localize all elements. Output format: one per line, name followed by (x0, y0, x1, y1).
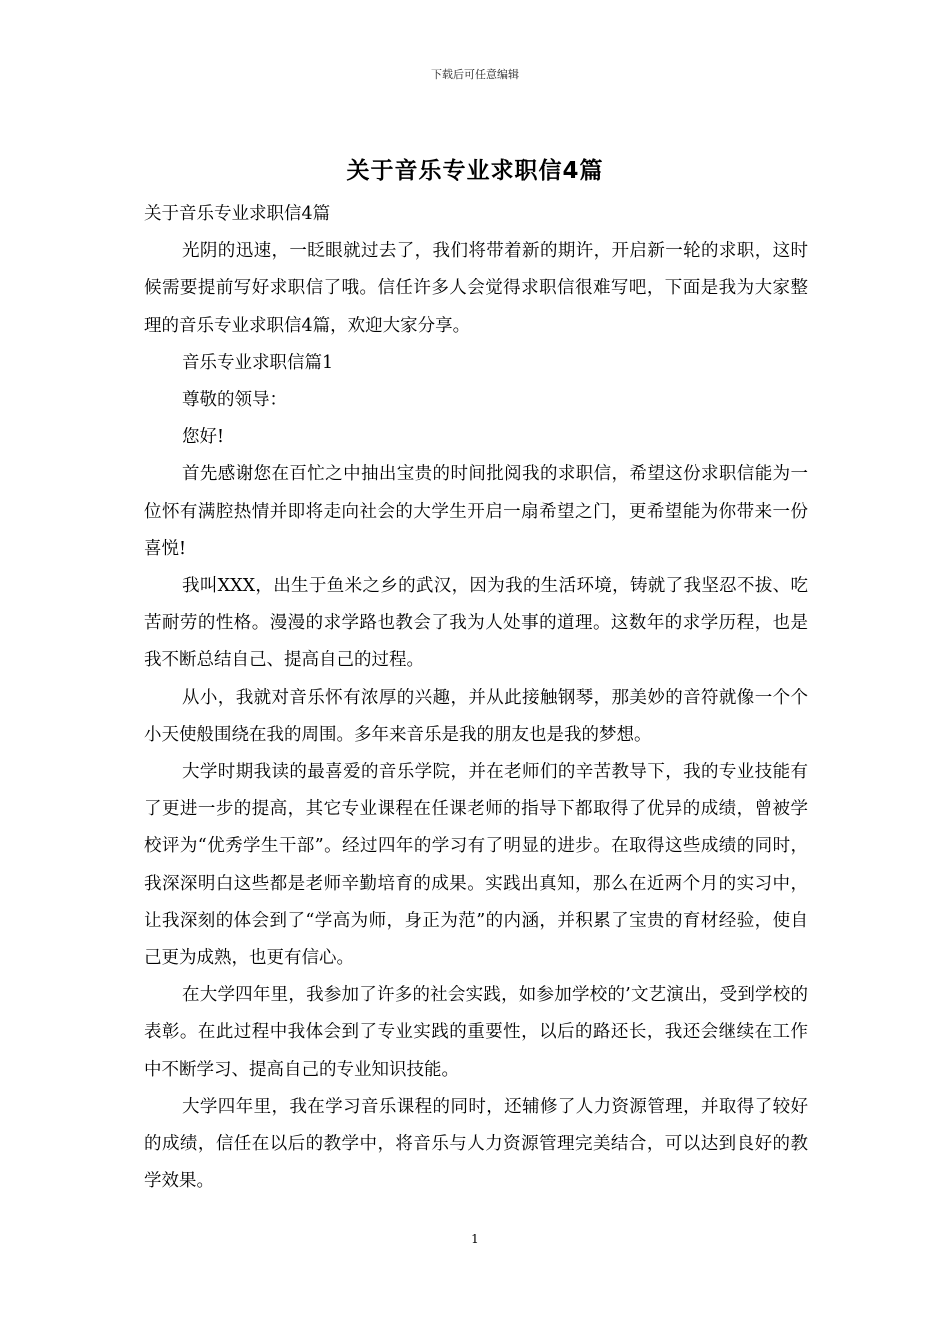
paragraph: 在大学四年里，我参加了许多的社会实践，如参加学校的’文艺演出，受到学校的表彰。在此过程中我体会到了专业实践的重要性，以后的路还长，我还会继续在工作中不断学习、提高自己的专业知识技能。 (144, 985, 808, 1080)
document-title: 关于音乐专业求职信4篇 (346, 158, 604, 184)
paragraph-intro: 光阴的迅速，一眨眼就过去了，我们将带着新的期许，开启新一轮的求职，这时候需要提前写好求职信了哦。信任许多人会觉得求职信很难写吧，下面是我为大家整理的音乐专业求职信4篇，欢迎大家分享。 (144, 241, 808, 336)
greeting: 您好! (182, 427, 225, 448)
section-heading: 音乐专业求职信篇1 (182, 352, 334, 373)
document-body (144, 196, 808, 1200)
page-number: 1 (471, 1232, 479, 1246)
page-header-note: 下载后可任意编辑 (431, 68, 519, 81)
paragraph: 从小，我就对音乐怀有浓厚的兴趣，并从此接触钢琴，那美妙的音符就像一个个小天使般围绕在我的周围。多年来音乐是我的朋友也是我的梦想。 (144, 687, 808, 745)
paragraph: 首先感谢您在百忙之中抽出宝贵的时间批阅我的求职信，希望这份求职信能为一位怀有满腔热情并即将走向社会的大学生开启一扇希望之门，更希望能为你带来一份喜悦! (144, 464, 808, 559)
paragraph: 大学四年里，我在学习音乐课程的同时，还辅修了人力资源管理，并取得了较好的成绩，信任在以后的教学中，将音乐与人力资源管理完美结合，可以达到良好的教学效果。 (144, 1096, 808, 1192)
salutation: 尊敬的领导： (182, 390, 287, 411)
document-subtitle: 关于音乐专业求职信4篇 (144, 204, 331, 224)
paragraph: 我叫XXX，出生于鱼米之乡的武汉，因为我的生活环境，铸就了我坚忍不拔、吃苦耐劳的性格。漫漫的求学路也教会了我为人处事的道理。这数年的求学历程，也是我不断总结自己、提高自己的过程。 (144, 576, 808, 671)
paragraph: 大学时期我读的最喜爱的音乐学院，并在老师们的辛苦教导下，我的专业技能有了更进一步的提高，其它专业课程在任课老师的指导下都取得了优异的成绩，曾被学校评为“优秀学生干部”。经过四年的学习有了明显的进步。在取得这些成绩的同时，我深深明白这些都是老师辛勤培育的成果。实践出真知，那么在近两个月的实习中，让我深刻的体会到了“学高为师，身正为范”的内涵，并积累了宝贵的育材经验，使自己更为成熟，也更有信心。 (144, 762, 808, 969)
